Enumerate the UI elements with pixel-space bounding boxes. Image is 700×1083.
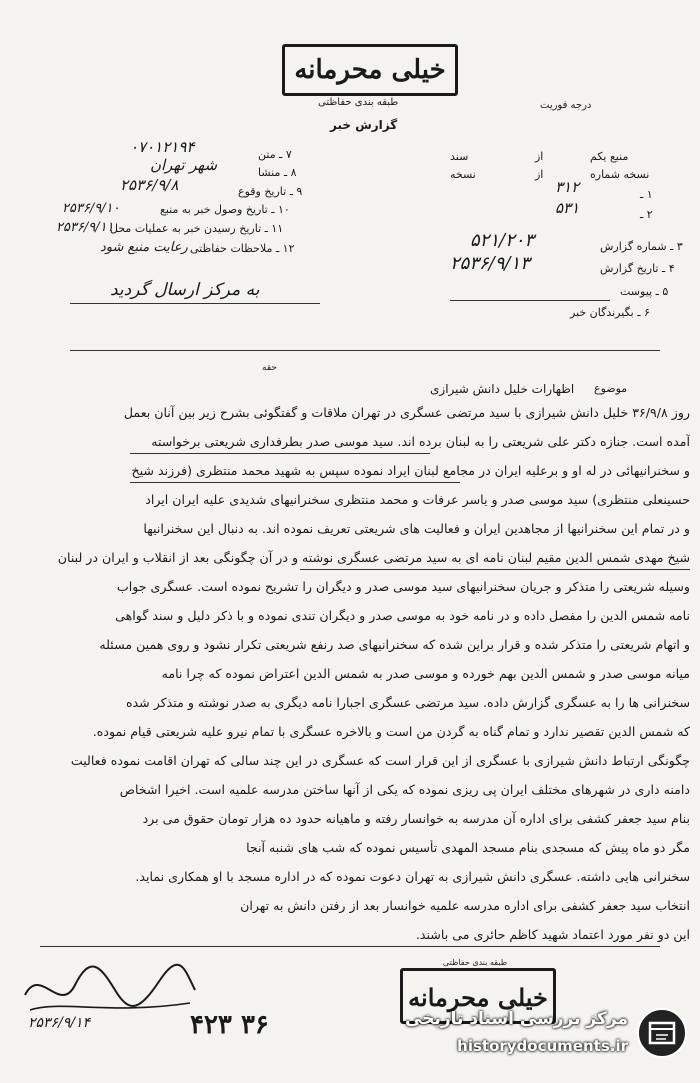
body-underline-1 — [130, 453, 430, 454]
body-line-11: سخنرانی ها را به عسگری گزارش داده. سید مرتضی عسگری اجبارا نامه دیگری به صدر نوشته و متذکر شده — [125, 695, 690, 710]
copy-number-end: نسخه — [450, 168, 476, 181]
report-label: گزارش خبر — [330, 118, 398, 132]
field-7-label: ۷ ـ متن — [258, 148, 292, 161]
copy-source-mid: از — [535, 150, 544, 163]
body-line-19: این دو نفر مورد اعتماد شهید کاظم حائری می باشند. — [415, 927, 690, 942]
copy-source-end: سند — [450, 150, 469, 163]
archive-watermark — [398, 1001, 688, 1071]
handwritten-date: ۲۵۳۶/۹/۱۴ — [28, 1015, 91, 1031]
body-line-2: آمده است. جنازه دکتر علی شریعتی را به لبنان برده اند. سید موسی صدر بطرفداری شریعتی برخواسته — [151, 434, 690, 449]
body-line-17: سخنرانی هایی داشته. عسگری دانش شیرازی به تهران دعوت نموده که در اداره مسجد با او همکاری نماید. — [135, 869, 690, 884]
field-8-label: ۸ ـ منشا — [258, 166, 297, 179]
field-7-value: ۰۷۰۱۲۱۹۴ — [130, 138, 195, 156]
field-4-value: ۲۵۳۶/۹/۱۳ — [450, 253, 530, 274]
bottom-stamp-label: طبقه بندی حفاظتی — [442, 958, 508, 967]
body-line-8: نامه شمس الدین را مفصل داده و در نامه خود به موسی صدر و دیگران تندی نموده و با ذکر دلیل و سند گواهی — [115, 608, 690, 623]
subject-marker: حقه — [262, 363, 277, 373]
field-6-label: ۶ ـ بگیرندگان خبر — [570, 306, 650, 319]
field-10-value: ۲۵۳۶/۹/۱۰ — [62, 201, 120, 216]
field-12-value: رعایت منبع شود — [100, 240, 188, 255]
body-line-4: حسینعلی منتظری) سید موسی صدر و یاسر عرفات و محمد منتظری سخنرانیهای شدیدی علیه ایران ایراد — [145, 492, 690, 507]
handwritten-forward-note: به مرکز ارسال گردید — [110, 280, 260, 300]
top-classification-stamp: خیلی محرمانه — [282, 44, 458, 96]
subject-label: موضوع — [594, 382, 628, 395]
body-line-12: که شمس الدین تقصیر ندارد و تمام گناه به گردن من است و بالاخره عسگری با تمام نیرو علیه شریعتی قیام نموده. — [92, 724, 690, 739]
body-line-18: انتخاب سید جعفر کشفی برای اداره مدرسه علمیه خوانسار بعد از رفتن دانش به تهران — [240, 898, 690, 913]
body-line-3: و سخنرانیهائی در له او و برعلیه ایران در مجامع لبنان ایراد نموده سپس به شهید محمد منتظری (فرزند شیخ — [131, 463, 690, 478]
copy-number-label: نسخه شماره — [590, 168, 650, 181]
body-underline-2 — [130, 482, 460, 483]
bottom-classification-stamp: خیلی محرمانه — [400, 968, 556, 1024]
body-line-9: و اتهام شریعتی را متذکر شده و قرار براین شده که سخنرانیهای صد رنفع شریعتی تکرار نشود و روی همین مسئله — [99, 637, 690, 652]
field-5-line — [450, 300, 610, 301]
field-2-value: ۵۳۱ — [555, 199, 580, 217]
body-line-15: بنام سید جعفر کشفی برای اداره آن مدرسه به خوانسار رفته و ماهیانه حدود ده هزار تومان حقوق می برد — [142, 811, 690, 826]
field-2-label: ۲ ـ — [640, 208, 653, 221]
field-8-value: شهر تهران — [150, 156, 218, 174]
field-4-label: ۴ ـ تاریخ گزارش — [600, 262, 675, 275]
field-9-value: ۲۵۳۶/۹/۸ — [120, 176, 179, 194]
field-11-label: ۱۱ ـ تاریخ رسیدن خبر به عملیات محل — [110, 222, 284, 235]
urgency-label: درجه فوریت — [540, 100, 592, 111]
body-line-14: دامنه داری در شهرهای مختلف ایران پی ریزی نموده که یکی از آنها ساختن مدرسه علمیه است. اخیرا اشخاص — [119, 782, 690, 797]
body-line-16: مگر دو ماه پیش که مسجدی بنام مسجد المهدی تأسیس نموده که شب های شنبه آنجا — [246, 840, 690, 855]
field-11-value: ۲۵۳۶/۹/۱۱ — [56, 220, 114, 235]
field-1-value: ۳۱۲ — [555, 178, 580, 196]
archive-logo-icon — [636, 1007, 688, 1059]
copy-source-label: منبع یکم — [590, 150, 629, 163]
watermark-url: historydocuments.ir — [457, 1037, 628, 1055]
field-3-label: ۳ ـ شماره گزارش — [600, 240, 683, 253]
body-line-7: وسیله شریعتی را متذکر و جریان سخنرانیهای سید موسی صدر و دیگران را تشریح نموده است. عسگری جواب — [116, 579, 690, 594]
copy-number-mid: از — [535, 168, 544, 181]
body-line-1: روز ۳۶/۹/۸ خلیل دانش شیرازی با سید مرتضی عسگری در تهران ملاقات و گفتگوئی بشرح زیر بین آنان بعمل — [123, 405, 690, 420]
field-9-label: ۹ ـ تاریخ وقوع — [238, 185, 303, 198]
body-line-6: شیخ مهدی شمس الدین مقیم لبنان نامه ای به سید مرتضی عسگری نوشته و در آن چگونگی بعد از انقلاب و ایران در لبنان — [57, 550, 690, 565]
body-line-5: و در تمام این سخنرانیها از مجاهدین ایران و فعالیت های شریعتی تعریف نموده اند. به دنبال این سخنرانیها — [143, 521, 690, 536]
body-underline-4 — [40, 946, 660, 947]
watermark-title: مرکز بررسی اسناد تاریخی — [405, 1009, 628, 1029]
body-line-13: چگونگی ارتباط دانش شیرازی با عسگری از این قرار است که عسگری در این چند سالی که تهران اقامت نموده فعالیت — [70, 753, 690, 768]
field-5-label: ۵ ـ پیوست — [620, 285, 669, 298]
body-line-10: میانه موسی صدر و شمس الدین بهم خورده و موسی صدر به شمس الدین اعتراض نموده که چرا نامه — [161, 666, 690, 681]
field-10-label: ۱۰ ـ تاریخ وصول خبر به منبع — [160, 203, 290, 216]
field-3-value: ۵۲۱/۲۰۳ — [470, 230, 535, 251]
body-underline-3 — [300, 569, 690, 570]
bottom-number: ۳۶ ۴۲۳ — [190, 1010, 269, 1040]
field-12-label: ۱۲ ـ ملاحظات حفاظتی — [190, 242, 295, 255]
field-1-label: ۱ ـ — [640, 188, 653, 201]
header-divider — [70, 350, 660, 351]
classification-label: طبقه بندی حفاظتی — [318, 97, 399, 108]
subject-text: اظهارات خلیل دانش شیرازی — [430, 382, 575, 396]
note-underline — [70, 303, 320, 304]
